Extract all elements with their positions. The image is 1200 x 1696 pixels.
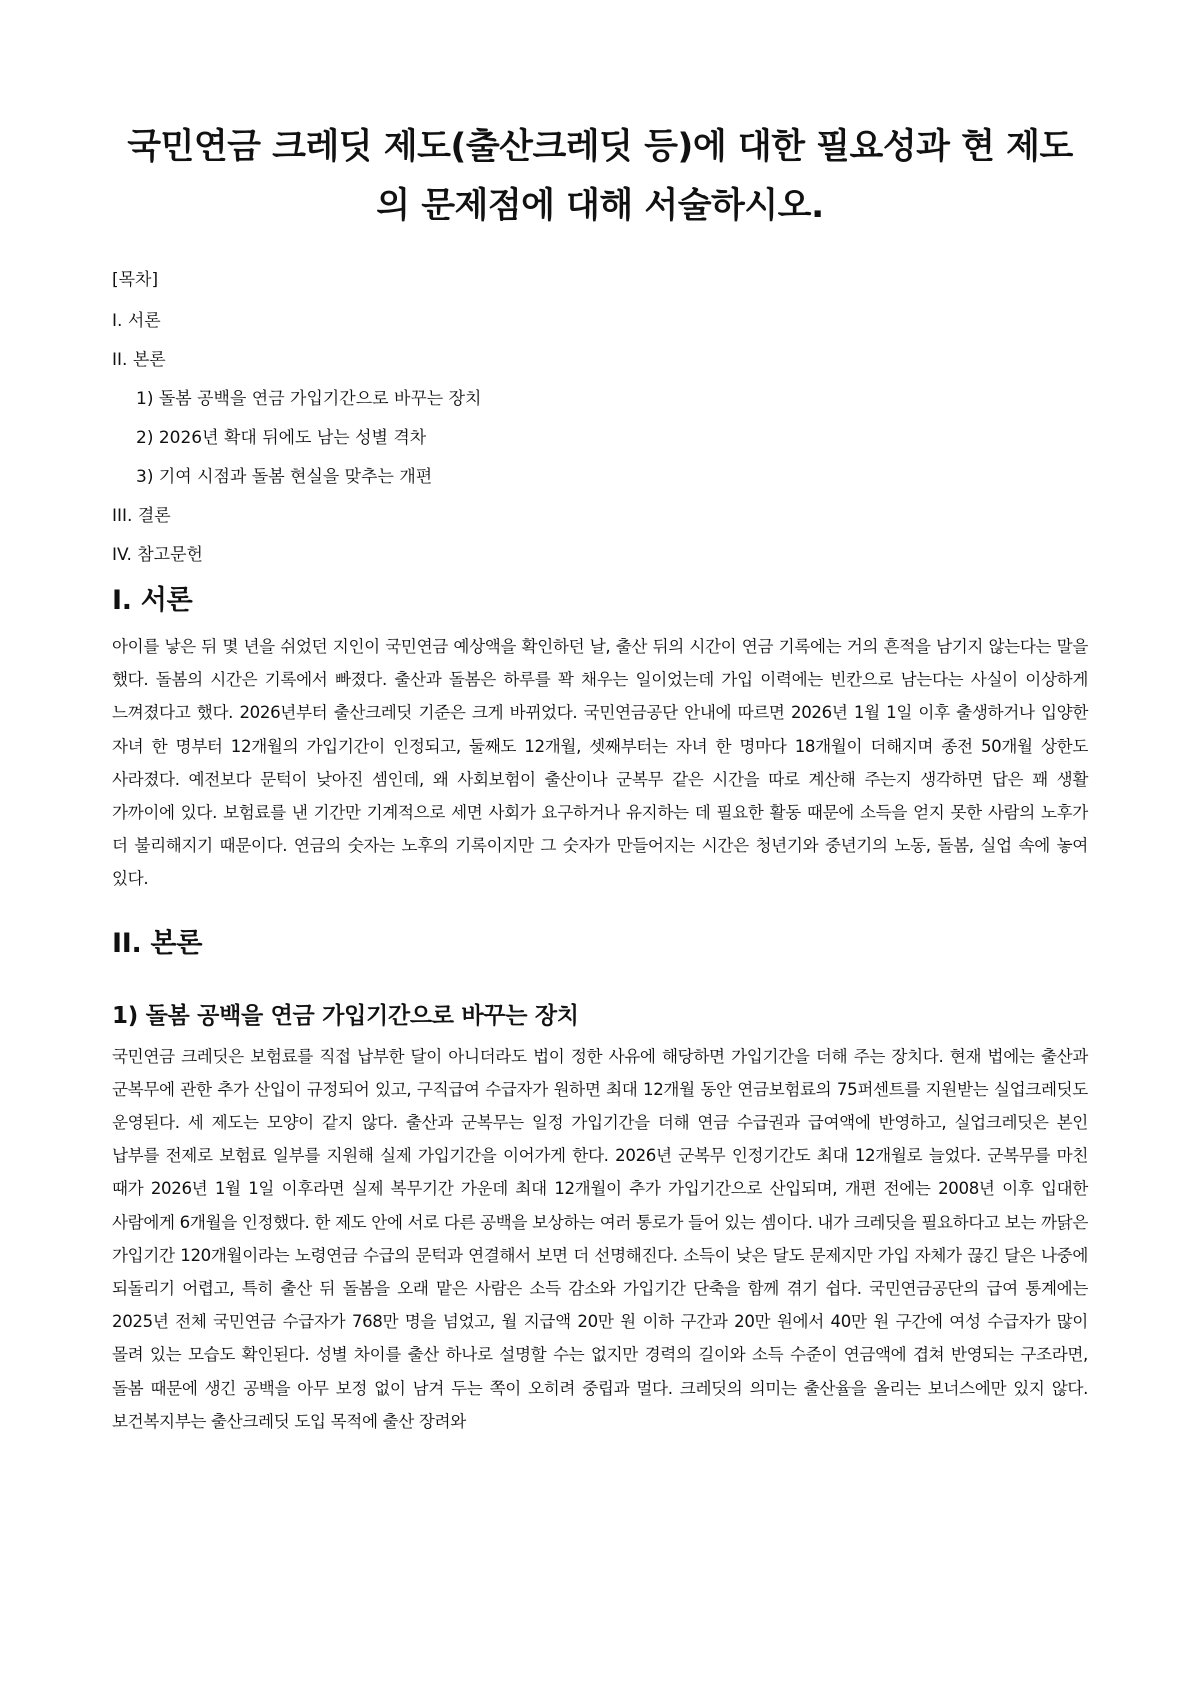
toc-item-references: IV. 참고문헌 xyxy=(112,545,203,565)
toc-label: [목차] xyxy=(112,270,159,290)
section-heading-body: II. 본론 xyxy=(112,927,203,959)
intro-paragraph: 아이를 낳은 뒤 몇 년을 쉬었던 지인이 국민연금 예상액을 확인하던 날, 출산 뒤의 시간이 연금 기록에는 거의 흔적을 남기지 않는다는 말을 했다. 돌봄의 시간은 기록에서 빠졌다. 출산과 돌봄은 하루를 꽉 채우는 일이었는데 가입 이력에는 빈칸으로 남는다는 사실이 이상하게 느껴졌다고 했다. 2026년부터 출산크레딧 기준은 크게 바뀌었다. 국민연금공단 안내에 따르면 2026년 1월 1일 이후 출생하거나 입양한 자녀 한 명부터 12개월의 가입기간이 인정되고, 둘째도 12개월, 셋째부터는 자녀 한 명마다 18개월이 더해지며 종전 50개월 상한도 사라졌다. 예전보다 문턱이 낮아진 셈인데, 왜 사회보험이 출산이나 군복무 같은 시간을 따로 계산해 주는지 생각하면 답은 꽤 생활 가까이에 있다. 보험료를 낸 기간만 기계적으로 세면 사회가 요구하거나 유지하는 데 필요한 활동 때문에 소득을 얻지 못한 사람의 노후가 더 불리해지기 때문이다. 연금의 숫자는 노후의 기록이지만 그 숫자가 만들어지는 시간은 청년기와 중년기의 노동, 돌봄, 실업 속에 놓여 있다. xyxy=(112,637,1088,889)
section-heading-intro: I. 서론 xyxy=(112,585,193,616)
toc-item-body-3: 3) 기여 시점과 돌봄 현실을 맞추는 개편 xyxy=(136,467,433,487)
document-title: 국민연금 크레딧 제도(출산크레딧 등)에 대한 필요성과 현 제도의 문제점에 대해 서술하시오. xyxy=(127,127,1073,226)
toc-item-intro: I. 서론 xyxy=(112,311,161,331)
table-of-contents xyxy=(112,269,1088,566)
toc-item-body-1: 1) 돌봄 공백을 연금 가입기간으로 바꾸는 장치 xyxy=(136,389,482,409)
toc-item-conclusion: III. 결론 xyxy=(112,506,171,526)
toc-item-body-2: 2) 2026년 확대 뒤에도 남는 성별 격차 xyxy=(136,428,427,448)
toc-item-body: II. 본론 xyxy=(112,350,166,370)
subsection-heading-1: 1) 돌봄 공백을 연금 가입기간으로 바꾸는 장치 xyxy=(112,1002,579,1029)
subsection-1-paragraph: 국민연금 크레딧은 보험료를 직접 납부한 달이 아니더라도 법이 정한 사유에 해당하면 가입기간을 더해 주는 장치다. 현재 법에는 출산과 군복무에 관한 추가 산입이 규정되어 있고, 구직급여 수급자가 원하면 최대 12개월 동안 연금보험료의 75퍼센트를 지원받는 실업크레딧도 운영된다. 세 제도는 모양이 같지 않다. 출산과 군복무는 일정 가입기간을 더해 연금 수급권과 급여액에 반영하고, 실업크레딧은 본인 납부를 전제로 보험료 일부를 지원해 실제 가입기간을 이어가게 한다. 2026년 군복무 인정기간도 최대 12개월로 늘었다. 군복무를 마친 때가 2026년 1월 1일 이후라면 실제 복무기간 가운데 최대 12개월이 추가 가입기간으로 산입되며, 개편 전에는 2008년 이후 입대한 사람에게 6개월을 인정했다. 한 제도 안에 서로 다른 공백을 보상하는 여러 통로가 들어 있는 셈이다. 내가 크레딧을 필요하다고 보는 까닭은 가입기간 120개월이라는 노령연금 수급의 문턱과 연결해서 보면 더 선명해진다. 소득이 낮은 달도 문제지만 가입 자체가 끊긴 달은 나중에 되돌리기 어렵고, 특히 출산 뒤 돌봄을 오래 맡은 사람은 소득 감소와 가입기간 단축을 함께 겪기 쉽다. 국민연금공단의 급여 통계에는 2025년 전체 국민연금 수급자가 768만 명을 넘었고, 월 지급액 20만 원 이하 구간과 20만 원에서 40만 원 구간에 여성 수급자가 많이 몰려 있는 모습도 확인된다. 성별 차이를 출산 하나로 설명할 수는 없지만 경력의 길이와 소득 수준이 연금액에 겹쳐 반영되는 구조라면, 돌봄 때문에 생긴 공백을 아무 보정 없이 남겨 두는 쪽이 오히려 중립과 멀다. 크레딧의 의미는 출산율을 올리는 보너스에만 있지 않다. 보건복지부는 출산크레딧 도입 목적에 출산 장려와 xyxy=(112,1046,1088,1431)
